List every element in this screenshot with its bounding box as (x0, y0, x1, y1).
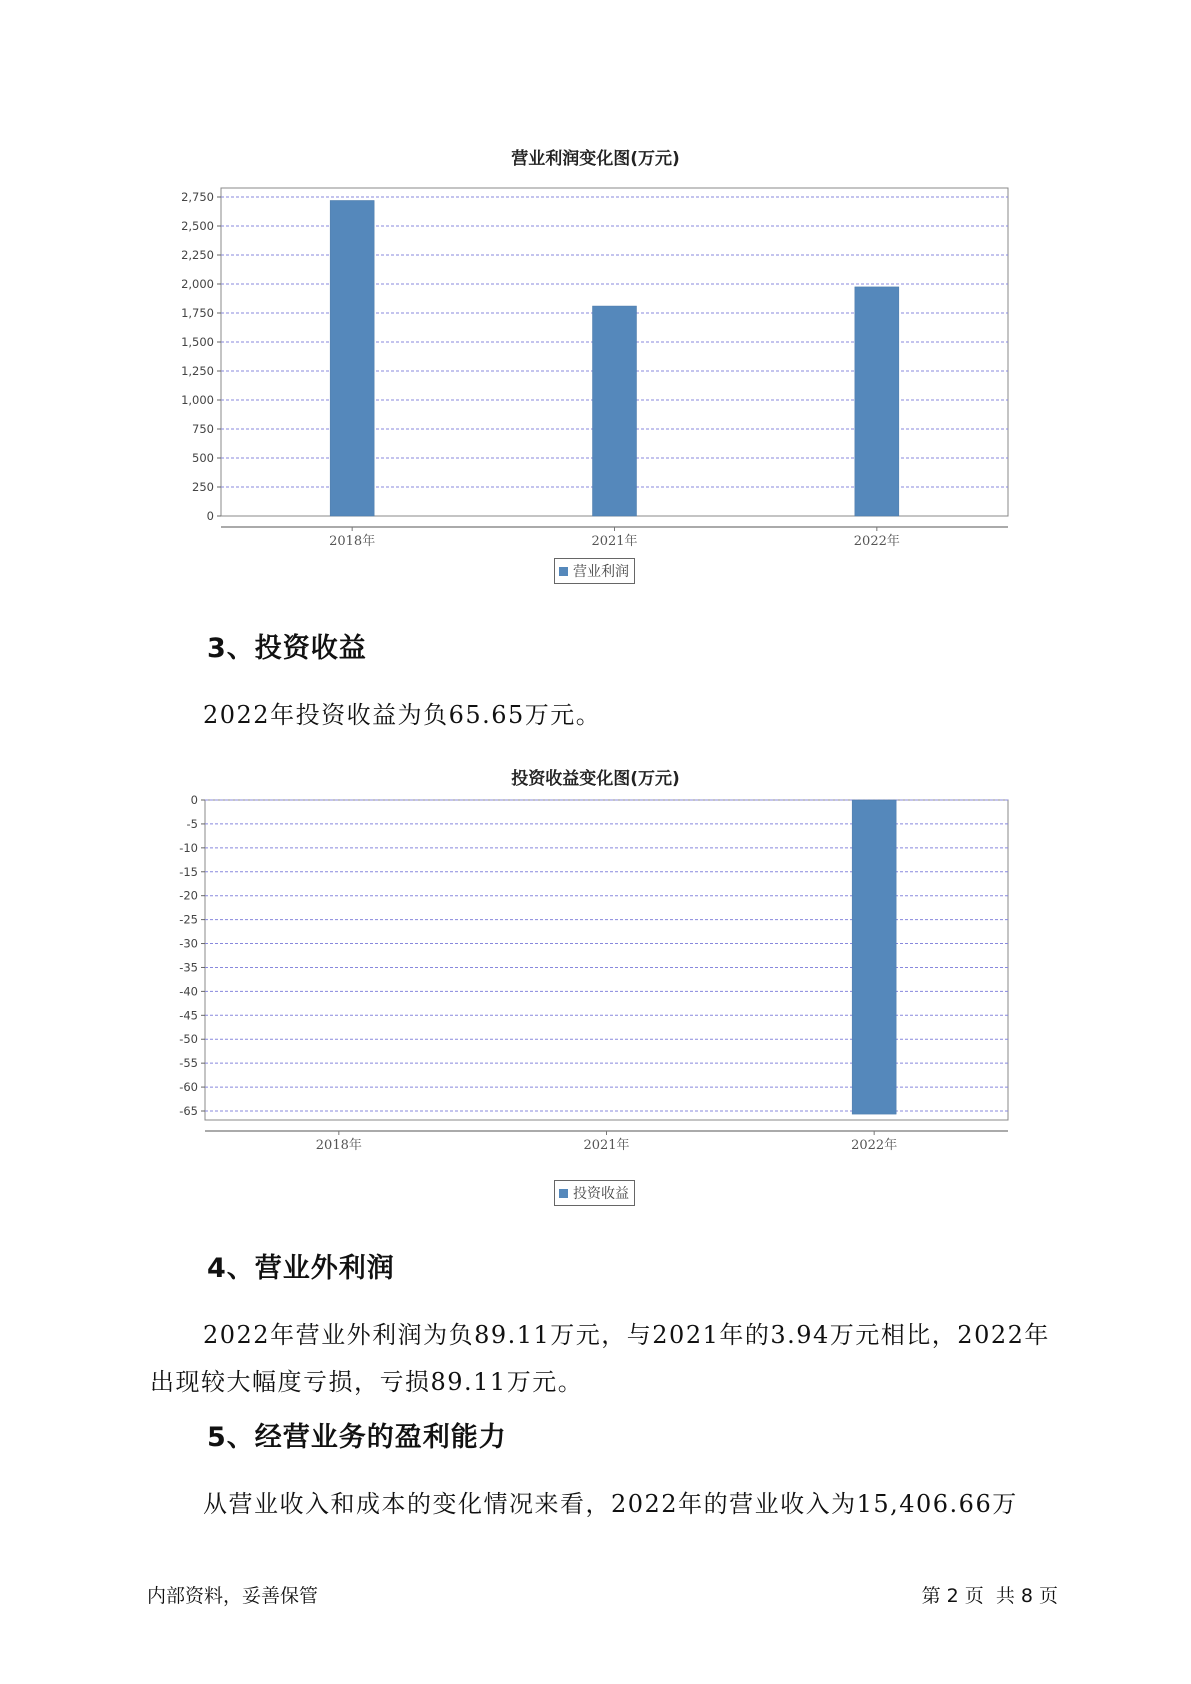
chart2-legend-label: 投资收益 (573, 1186, 629, 1202)
x-tick-label: 2018年 (315, 1138, 362, 1153)
y-tick-label: 250 (192, 480, 214, 494)
footer-confidential: 内部资料，妥善保管 (147, 1585, 319, 1607)
y-tick-label: -50 (179, 1032, 198, 1047)
footer-page-number: 第 2 页 共 8 页 (921, 1585, 1058, 1607)
bar-2021年 (593, 306, 637, 516)
y-tick-label: 1,500 (181, 335, 214, 349)
y-tick-label: -55 (179, 1056, 198, 1071)
section-4-line1: 2022年营业外利润为负89.11万元，与2021年的3.94万元相比，2022年 (203, 1321, 1050, 1349)
bar-2022年 (852, 800, 896, 1114)
y-tick-label: -20 (179, 888, 198, 903)
x-tick-label: 2021年 (583, 1138, 630, 1153)
x-tick-label: 2022年 (853, 534, 900, 549)
section-3-heading: 3、投资收益 (207, 633, 367, 664)
chart1-legend (554, 558, 635, 584)
section-4-line2: 出现较大幅度亏损，亏损89.11万元。 (150, 1368, 584, 1396)
y-tick-label: -40 (179, 984, 198, 999)
investment-income-chart (0, 790, 1191, 1170)
y-tick-label: -65 (179, 1104, 198, 1118)
x-tick-label: 2018年 (329, 534, 376, 549)
y-tick-label: 2,250 (181, 248, 214, 262)
x-tick-label: 2022年 (851, 1138, 898, 1153)
y-tick-label: 750 (192, 422, 214, 436)
y-tick-label: 1,250 (181, 364, 214, 378)
chart1-legend-label: 营业利润 (573, 564, 629, 580)
y-tick-label: -10 (179, 840, 198, 855)
chart1-title: 营业利润变化图(万元) (511, 149, 680, 169)
y-tick-label: -45 (179, 1008, 198, 1023)
section-4-heading: 4、营业外利润 (207, 1253, 395, 1284)
y-tick-label: -35 (179, 960, 198, 975)
y-tick-label: 2,500 (181, 219, 214, 233)
x-tick-label: 2021年 (591, 534, 638, 549)
section-5-text: 从营业收入和成本的变化情况来看，2022年的营业收入为15,406.66万 (203, 1490, 1018, 1518)
y-tick-label: -15 (179, 864, 198, 879)
y-tick-label: -25 (179, 912, 198, 927)
y-tick-label: 2,750 (181, 190, 214, 204)
chart2-legend (554, 1180, 635, 1206)
legend-swatch (559, 567, 568, 576)
y-tick-label: 500 (192, 451, 214, 465)
y-tick-label: 1,000 (181, 393, 214, 407)
section-3-text: 2022年投资收益为负65.65万元。 (203, 701, 602, 729)
legend-swatch (559, 1189, 568, 1198)
chart2-title: 投资收益变化图(万元) (511, 769, 680, 789)
y-tick-label: 1,750 (181, 306, 214, 320)
y-tick-label: 2,000 (181, 277, 214, 291)
bar-2022年 (855, 287, 899, 516)
y-tick-label: 0 (206, 509, 214, 523)
y-tick-label: -60 (179, 1080, 198, 1095)
y-tick-label: -5 (186, 816, 198, 831)
y-tick-label: -30 (179, 936, 198, 951)
operating-profit-chart (0, 165, 1191, 550)
bar-2018年 (330, 200, 374, 516)
section-5-heading: 5、经营业务的盈利能力 (207, 1422, 507, 1453)
y-tick-label: 0 (190, 793, 198, 807)
